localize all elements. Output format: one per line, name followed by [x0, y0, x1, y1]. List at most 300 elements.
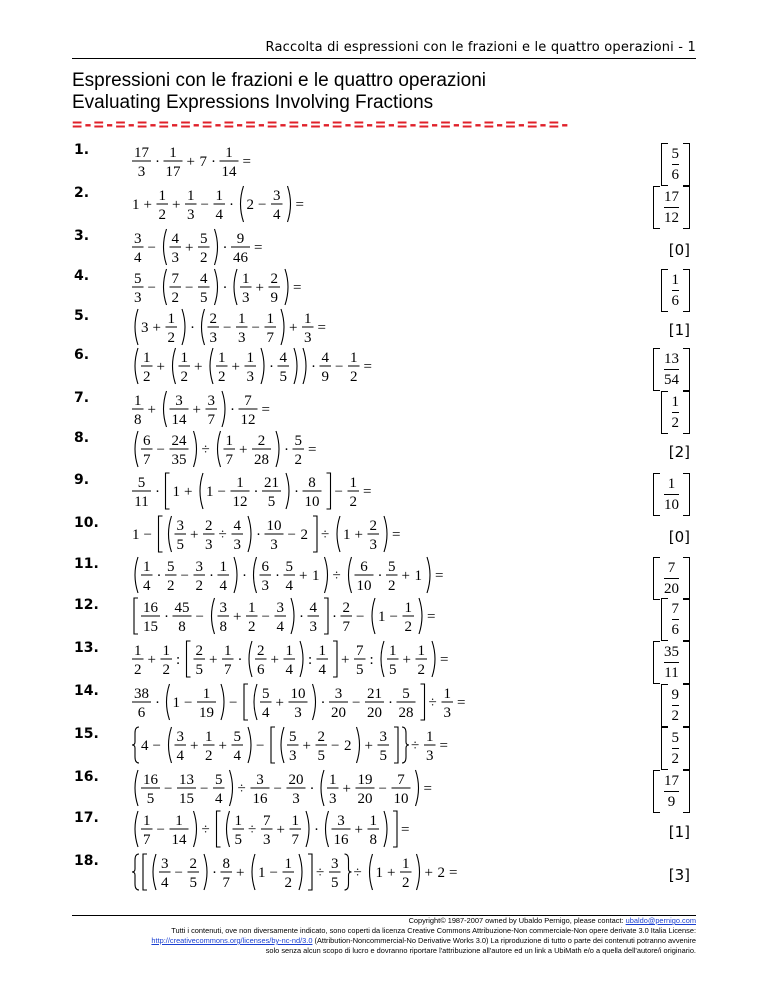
expression-term: ÷ [353, 865, 362, 881]
expression-term: · [229, 197, 234, 213]
answer-fraction [653, 348, 690, 391]
paren [427, 557, 430, 593]
fraction-denominator: 5 [189, 875, 197, 891]
square-bracket [393, 811, 397, 847]
fraction-numerator: 5 [402, 686, 410, 702]
fraction-numerator: 38 [134, 686, 149, 702]
expression-term: − [273, 781, 282, 797]
fraction-denominator: 12 [232, 494, 248, 510]
paren [300, 641, 303, 677]
answer-numerator: 7 [671, 600, 679, 617]
fraction-denominator: 10 [304, 494, 320, 510]
fraction-denominator: 12 [240, 412, 256, 428]
expression-term: · [155, 695, 160, 711]
exercise-number: 6. [74, 347, 90, 363]
answer-value: [3] [668, 866, 690, 884]
answer [661, 142, 691, 186]
answer-fraction-bar [672, 705, 680, 706]
fraction-numerator: 3 [256, 772, 264, 788]
expression-term: + [147, 402, 156, 418]
expression-term: + [156, 359, 165, 375]
fraction-denominator: 2 [171, 290, 179, 306]
fraction-denominator: 3 [270, 537, 278, 553]
fraction-numerator: 1 [218, 350, 226, 366]
answer-fraction-bar [672, 748, 680, 749]
answer [669, 308, 690, 352]
square-bracket [166, 473, 170, 509]
expression-term: − [261, 609, 270, 625]
fraction-denominator: 7 [224, 662, 232, 678]
exercise-number: 16. [74, 769, 99, 785]
fraction-numerator: 4 [279, 350, 287, 366]
square-bracket [308, 854, 312, 890]
answer-denominator: 10 [664, 496, 679, 513]
fraction-numerator: 9 [236, 231, 245, 247]
expression-term: − [143, 527, 152, 543]
fraction-denominator: 17 [165, 164, 181, 180]
expression-term: = [449, 865, 458, 881]
paren [135, 770, 138, 806]
expression-term: − [251, 320, 260, 336]
expression-term: + [402, 652, 411, 668]
expression-term: + [190, 738, 199, 754]
expression-term: + [172, 197, 181, 213]
expression-term: 1 [414, 568, 422, 584]
fraction-numerator: 2 [189, 856, 197, 872]
expression-term: · [222, 240, 228, 256]
answer-bracket-right [683, 143, 690, 186]
expression-term: · [237, 652, 243, 668]
fraction-numerator: 1 [158, 188, 166, 204]
fraction-numerator: 5 [294, 433, 302, 449]
answer-denominator: 12 [664, 209, 679, 226]
exercise-number: 14. [74, 683, 99, 699]
expression-term: · [212, 865, 217, 881]
expression-term: · [269, 359, 274, 375]
expression-term: = [261, 402, 270, 418]
expression-term: + [209, 652, 218, 668]
exercise-number: 17. [74, 810, 99, 826]
paren [164, 269, 167, 305]
fraction-numerator: 3 [219, 600, 227, 616]
answer-fraction-body [668, 269, 684, 312]
fraction-denominator: 7 [266, 330, 274, 346]
footer-copyright: Copyright© 1987-2007 owned by Ubaldo Pernigo, please contact: [408, 916, 626, 925]
answer-fraction-body [660, 770, 683, 813]
expression-term: ÷ [201, 822, 210, 838]
square-bracket [244, 684, 248, 720]
expression-term: · [190, 320, 195, 336]
fraction-denominator: 2 [180, 369, 188, 385]
fraction-denominator: 3 [137, 164, 146, 180]
answer-fraction-bar [672, 164, 680, 165]
answer-numerator: 1 [671, 393, 679, 410]
fraction-denominator: 8 [369, 832, 377, 848]
expression [130, 853, 600, 903]
exercise-number: 1. [74, 142, 90, 158]
square-bracket [187, 641, 191, 677]
paren [337, 516, 340, 552]
exercise-row [72, 853, 696, 903]
answer-denominator: 6 [671, 292, 679, 309]
fraction-denominator: 8 [219, 619, 227, 635]
fraction-numerator: 2 [257, 433, 266, 449]
fraction-denominator: 2 [404, 619, 412, 635]
square-bracket [134, 598, 138, 634]
expression-term: = [457, 695, 466, 711]
square-bracket [327, 473, 331, 509]
exercise-number: 2. [74, 185, 90, 201]
expression-term: − [195, 609, 204, 625]
paren [288, 186, 291, 222]
expression-term: − [152, 738, 161, 754]
fraction-denominator: 2 [167, 330, 175, 346]
answer-value: [0] [668, 528, 690, 546]
fraction-numerator: 4 [321, 350, 329, 366]
curly-brace [345, 854, 352, 890]
paren [381, 641, 384, 677]
fraction-numerator: 3 [331, 856, 339, 872]
fraction-denominator: 35 [171, 452, 187, 468]
expression-term: · [230, 402, 235, 418]
fraction-denominator: 2 [248, 619, 256, 635]
fraction-numerator: 17 [134, 145, 149, 161]
expression-term: + [342, 781, 351, 797]
fraction-numerator: 1 [266, 311, 274, 327]
expression-term: + [299, 568, 308, 584]
square-bracket [421, 684, 425, 720]
answer-fraction-body [660, 348, 683, 391]
fraction-numerator: 1 [175, 813, 183, 829]
expression-term: = [363, 359, 372, 375]
fraction-numerator: 1 [284, 856, 292, 872]
answer-bracket-right [683, 598, 690, 641]
expression-term: + [289, 320, 298, 336]
answer [669, 853, 690, 897]
answer-fraction-bar [672, 412, 680, 413]
footer-reuse-note: solo senza alcun scopo di lucro e dovranno riportare l'attribuzione all'autore ed un link a UbiMath e/o a quella dell'autore/i originario. [265, 946, 696, 955]
exercise-number: 3. [74, 228, 90, 244]
expression-term: − [335, 359, 344, 375]
fraction-denominator: 7 [143, 832, 151, 848]
paren [357, 727, 360, 763]
answer-denominator: 2 [671, 707, 679, 724]
paren [281, 727, 284, 763]
answer-denominator: 11 [664, 664, 679, 681]
paren [294, 348, 297, 384]
answer-fraction-body [668, 684, 684, 727]
paren [200, 473, 203, 509]
fraction-numerator: 7 [171, 271, 179, 287]
exercise-number: 7. [74, 390, 90, 406]
answer-denominator: 9 [667, 793, 676, 810]
paren [221, 684, 224, 720]
expression-term: 1 [172, 695, 180, 711]
expression-term: 1 [206, 484, 214, 500]
expression-term: · [256, 527, 261, 543]
fraction-numerator: 1 [242, 271, 250, 287]
answer [653, 185, 690, 229]
answer-fraction-body [668, 727, 684, 770]
exercise-number: 10. [74, 515, 99, 531]
fraction-numerator: 1 [180, 350, 188, 366]
fraction-denominator: 4 [219, 578, 227, 594]
answer-bracket-left [653, 473, 660, 516]
paren [169, 516, 172, 552]
fraction-denominator: 2 [284, 875, 292, 891]
fraction-numerator: 1 [350, 350, 358, 366]
answer-bracket-left [653, 557, 660, 600]
answer-numerator: 17 [664, 188, 679, 205]
fraction-numerator: 1 [134, 643, 142, 659]
paren [303, 348, 306, 384]
answer-bracket-left [653, 186, 660, 229]
paren [230, 770, 233, 806]
fraction-denominator: 2 [134, 662, 142, 678]
expression-term: − [331, 738, 340, 754]
expression-term: = [401, 822, 410, 838]
expression-term: = [254, 240, 263, 256]
title-english: Evaluating Expressions Involving Fractions [72, 92, 434, 113]
fraction-denominator: 3 [233, 537, 241, 553]
fraction-numerator: 1 [402, 856, 410, 872]
fraction-denominator: 7 [207, 412, 215, 428]
expression-term: · [299, 609, 304, 625]
fraction-numerator: 1 [238, 311, 246, 327]
fraction-numerator: 1 [417, 643, 425, 659]
square-bracket [217, 811, 221, 847]
expression-term: − [147, 280, 156, 296]
paren [325, 557, 328, 593]
expression-term: 7 [199, 154, 207, 170]
expression-formula [130, 853, 600, 903]
paren [286, 473, 289, 509]
answer-value: [0] [668, 241, 690, 259]
answer-fraction-body [668, 143, 684, 186]
answer [669, 810, 690, 854]
answer-fraction [653, 557, 690, 600]
fraction-numerator: 5 [285, 559, 293, 575]
fraction-numerator: 1 [234, 813, 242, 829]
expression-term: 3 [141, 320, 149, 336]
exercise-number: 13. [74, 640, 99, 656]
expression-term: · [332, 609, 337, 625]
paren [281, 309, 284, 345]
fraction-numerator: 3 [337, 813, 345, 829]
fraction-numerator: 1 [187, 188, 195, 204]
expression-term: = [293, 280, 302, 296]
paren [417, 854, 420, 890]
expression-term: − [356, 609, 365, 625]
answer-numerator: 5 [671, 729, 679, 746]
fraction-denominator: 14 [171, 832, 187, 848]
answer [661, 726, 691, 770]
footer-license-link[interactable]: http://creativecommons.org/licenses/by-nc-nd/3.0 [151, 936, 313, 945]
curly-brace [402, 727, 409, 763]
fraction-numerator: 1 [205, 729, 213, 745]
expression-term: − [147, 240, 156, 256]
expression-term: = [435, 568, 444, 584]
fraction-numerator: 1 [443, 686, 451, 702]
page-title [72, 70, 486, 114]
expression-term: + [186, 154, 195, 170]
fraction-denominator: 5 [234, 832, 242, 848]
expression-term: ÷ [248, 822, 257, 838]
expression-term: − [180, 568, 189, 584]
answer-numerator: 7 [667, 559, 676, 576]
answer [661, 597, 691, 641]
footer-license-desc: (Attribution-Noncommercial-No Derivative Works 3.0) La riproduzione di tutto o parte dei contenuti potranno avvenire [312, 936, 696, 945]
expression-term: = [295, 197, 304, 213]
fraction-numerator: 7 [397, 772, 405, 788]
expression-term: · [253, 484, 259, 500]
exercise-number: 4. [74, 268, 90, 284]
exercise-number: 5. [74, 308, 90, 324]
fraction-numerator: 2 [209, 311, 217, 327]
fraction-denominator: 3 [246, 369, 254, 385]
expression-term: = [427, 609, 436, 625]
fraction-numerator: 3 [379, 729, 387, 745]
expression-term: : [369, 652, 374, 668]
expression-term: · [155, 154, 160, 170]
expression-term: − [217, 484, 226, 500]
expression-term: 2 [300, 527, 308, 543]
fraction-denominator: 3 [263, 832, 271, 848]
expression-term: − [156, 442, 165, 458]
fraction-denominator: 28 [398, 705, 414, 721]
fraction-denominator: 4 [262, 705, 270, 721]
fraction-denominator: 5 [389, 662, 397, 678]
answer-fraction [661, 391, 691, 434]
paren [306, 811, 309, 847]
exercise-number: 11. [74, 556, 99, 572]
answer-bracket-left [653, 770, 660, 813]
fraction-denominator: 2 [417, 662, 425, 678]
page-header [72, 40, 696, 59]
curly-brace [132, 854, 139, 890]
square-bracket [333, 641, 337, 677]
exercise-number: 12. [74, 597, 99, 613]
answer-bracket-right [683, 727, 690, 770]
fraction-numerator: 16 [143, 600, 158, 616]
expression-term: − [258, 197, 267, 213]
answer [653, 347, 690, 391]
fraction-denominator: 6 [137, 705, 146, 721]
expression-term: + [387, 865, 396, 881]
answer-value: [2] [668, 443, 690, 461]
paren [210, 348, 213, 384]
fraction-numerator: 16 [143, 772, 158, 788]
fraction-denominator: 5 [195, 662, 203, 678]
fraction-numerator: 1 [225, 433, 233, 449]
fraction-numerator: 1 [169, 145, 177, 161]
expression-term: = [317, 320, 326, 336]
expression-term: 1 [378, 609, 386, 625]
answer-bracket-left [661, 598, 668, 641]
answer-fraction-body [668, 391, 684, 434]
expression-term: + [143, 197, 152, 213]
fraction-numerator: 3 [176, 729, 184, 745]
fraction-numerator: 5 [233, 729, 241, 745]
fraction-numerator: 1 [215, 188, 223, 204]
expression-term: = [392, 527, 401, 543]
expression-term: − [334, 484, 343, 500]
answer-bracket-left [661, 727, 668, 770]
paren [135, 431, 138, 467]
expression-term: · [284, 442, 289, 458]
expression-term: − [389, 609, 398, 625]
fraction-denominator: 3 [171, 250, 179, 266]
fraction-denominator: 10 [356, 578, 372, 594]
paren [182, 309, 185, 345]
paren [227, 811, 230, 847]
answer [661, 683, 691, 727]
fraction-numerator: 2 [342, 600, 350, 616]
expression-term: · [209, 568, 214, 584]
expression-term: 1 [132, 197, 140, 213]
answer-denominator: 2 [671, 414, 679, 431]
expression-term: = [440, 652, 449, 668]
answer [669, 515, 690, 559]
fraction-denominator: 16 [333, 832, 349, 848]
expression-term: + [190, 527, 199, 543]
fraction-numerator: 21 [264, 475, 279, 491]
expression-term: + [147, 652, 156, 668]
expression-term: ÷ [332, 568, 341, 584]
fraction-numerator: 1 [248, 600, 256, 616]
fraction-denominator: 5 [146, 791, 155, 807]
expression-term: 1 [258, 865, 266, 881]
answer-fraction [661, 598, 691, 641]
fraction-denominator: 16 [252, 791, 268, 807]
answer-fraction [653, 641, 690, 684]
answer-numerator: 1 [667, 475, 676, 492]
fraction-denominator: 3 [304, 330, 312, 346]
fraction-numerator: 2 [205, 518, 213, 534]
footer-email-link[interactable]: ubaldo@pernigo.com [625, 916, 696, 925]
fraction-denominator: 3 [329, 791, 337, 807]
fraction-denominator: 20 [367, 705, 382, 721]
expression-term: + [424, 865, 433, 881]
paren [135, 309, 138, 345]
fraction-numerator: 6 [261, 559, 269, 575]
paren [194, 811, 197, 847]
fraction-denominator: 7 [225, 452, 233, 468]
square-bracket [313, 516, 317, 552]
answer-bracket-right [683, 391, 690, 434]
fraction-numerator: 3 [276, 600, 284, 616]
expression-term: + [275, 695, 284, 711]
expression-term: + [270, 652, 279, 668]
fraction-denominator: 3 [187, 207, 195, 223]
expression-term: + [236, 865, 245, 881]
paren [299, 854, 302, 890]
answer [653, 769, 690, 813]
fraction-denominator: 2 [218, 369, 226, 385]
answer-numerator: 9 [671, 686, 679, 703]
answer-bracket-left [653, 641, 660, 684]
expression-term: 1 [343, 527, 351, 543]
fraction-numerator: 1 [236, 475, 244, 491]
paren [384, 811, 387, 847]
paren [215, 269, 218, 305]
fraction-numerator: 1 [224, 643, 232, 659]
paren [202, 309, 205, 345]
fraction-denominator: 9 [321, 369, 329, 385]
paren [234, 269, 237, 305]
paren [285, 269, 288, 305]
expression-term: 2 [344, 738, 352, 754]
